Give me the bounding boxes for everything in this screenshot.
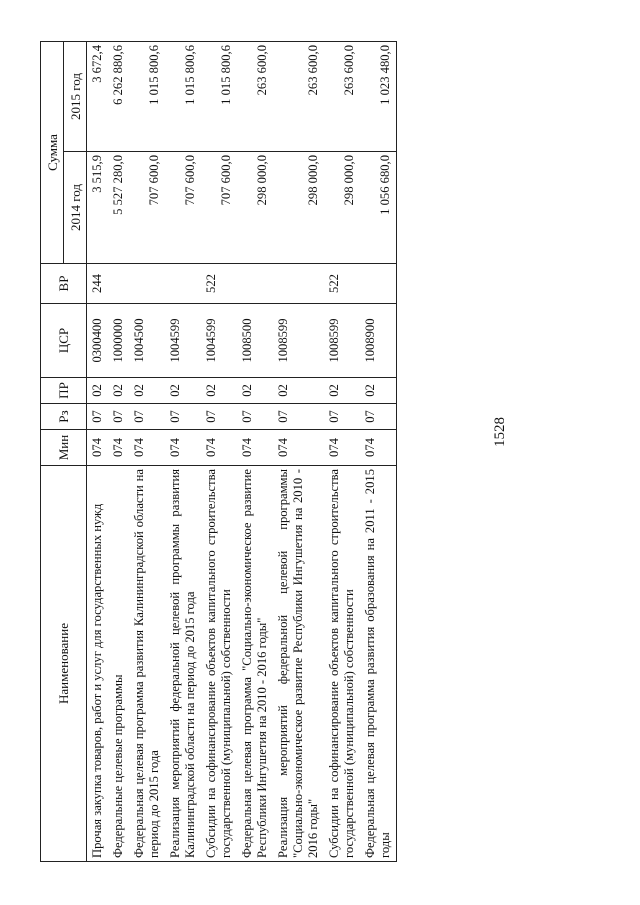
row-pr: 02 xyxy=(324,378,360,404)
row-rz: 07 xyxy=(87,404,109,430)
row-rz: 07 xyxy=(201,404,237,430)
row-name: Субсидии на софинансирование объектов капитального строительства государственной (муниципальной) собственности xyxy=(324,466,360,862)
header-min: Мин xyxy=(41,430,87,466)
row-pr: 02 xyxy=(237,378,273,404)
row-pr: 02 xyxy=(360,378,397,404)
row-min: 074 xyxy=(360,430,397,466)
budget-table xyxy=(40,41,397,862)
row-rz: 07 xyxy=(237,404,273,430)
row-sum-2014: 3 515,9 xyxy=(87,152,109,264)
row-csr: 1008599 xyxy=(324,304,360,378)
row-sum-2015: 1 023 480,0 xyxy=(360,42,397,152)
row-vr xyxy=(237,264,273,304)
row-sum-2014: 707 600,0 xyxy=(129,152,165,264)
row-min: 074 xyxy=(165,430,201,466)
table-row xyxy=(87,42,109,862)
row-min: 074 xyxy=(87,430,109,466)
table-row xyxy=(273,42,324,862)
row-csr: 0300400 xyxy=(87,304,109,378)
row-sum-2014: 1 056 680,0 xyxy=(360,152,397,264)
row-min: 074 xyxy=(201,430,237,466)
row-sum-2015: 1 015 800,6 xyxy=(165,42,201,152)
table-row xyxy=(360,42,397,862)
table-row xyxy=(324,42,360,862)
row-pr: 02 xyxy=(108,378,129,404)
row-sum-2014: 5 527 280,0 xyxy=(108,152,129,264)
row-sum-2015: 263 600,0 xyxy=(324,42,360,152)
row-vr xyxy=(360,264,397,304)
row-pr: 02 xyxy=(87,378,109,404)
row-csr: 1004599 xyxy=(165,304,201,378)
row-vr: 522 xyxy=(324,264,360,304)
row-sum-2014: 707 600,0 xyxy=(165,152,201,264)
row-min: 074 xyxy=(129,430,165,466)
row-name: Федеральные целевые программы xyxy=(108,466,129,862)
page-number: 1528 xyxy=(492,417,508,447)
row-name: Реализация мероприятий федеральной целевой программы развития Калининградской области на период до 2015 года xyxy=(165,466,201,862)
row-csr: 1008500 xyxy=(237,304,273,378)
row-vr xyxy=(273,264,324,304)
header-pr: ПР xyxy=(41,378,87,404)
row-sum-2014: 298 000,0 xyxy=(324,152,360,264)
row-name: Реализация мероприятий федеральной целевой программы "Социально-экономическое развитие Республики Ингушетия на 2010 - 2016 годы" xyxy=(273,466,324,862)
row-sum-2014: 298 000,0 xyxy=(237,152,273,264)
header-vr: ВР xyxy=(41,264,87,304)
row-name: Прочая закупка товаров, работ и услуг для государственных нужд xyxy=(87,466,109,862)
header-rz: Рз xyxy=(41,404,87,430)
row-rz: 07 xyxy=(273,404,324,430)
row-vr: 522 xyxy=(201,264,237,304)
row-min: 074 xyxy=(108,430,129,466)
row-min: 074 xyxy=(324,430,360,466)
row-name: Субсидии на софинансирование объектов капитального строительства государственной (муниципальной) собственности xyxy=(201,466,237,862)
row-rz: 07 xyxy=(360,404,397,430)
row-pr: 02 xyxy=(165,378,201,404)
header-name: Наименование xyxy=(41,466,87,862)
row-sum-2015: 3 672,4 xyxy=(87,42,109,152)
row-pr: 02 xyxy=(129,378,165,404)
budget-table-rotated xyxy=(40,42,485,862)
row-sum-2015: 6 262 880,6 xyxy=(108,42,129,152)
header-2015: 2015 год xyxy=(64,42,87,152)
header-csr: ЦСР xyxy=(41,304,87,378)
row-vr: 244 xyxy=(87,264,109,304)
table-row xyxy=(165,42,201,862)
row-min: 074 xyxy=(237,430,273,466)
row-csr: 1000000 xyxy=(108,304,129,378)
row-vr xyxy=(129,264,165,304)
row-rz: 07 xyxy=(165,404,201,430)
table-row xyxy=(129,42,165,862)
row-rz: 07 xyxy=(324,404,360,430)
row-vr xyxy=(108,264,129,304)
row-csr: 1008900 xyxy=(360,304,397,378)
row-csr: 1008599 xyxy=(273,304,324,378)
table-row xyxy=(201,42,237,862)
table-header-row xyxy=(41,42,64,862)
table-row xyxy=(237,42,273,862)
row-rz: 07 xyxy=(108,404,129,430)
row-vr xyxy=(165,264,201,304)
row-min: 074 xyxy=(273,430,324,466)
row-name: Федеральная целевая программа развития Калининградской области на период до 2015 года xyxy=(129,466,165,862)
row-sum-2015: 1 015 800,6 xyxy=(201,42,237,152)
header-2014: 2014 год xyxy=(64,152,87,264)
row-pr: 02 xyxy=(201,378,237,404)
document-page xyxy=(40,42,485,862)
row-sum-2014: 707 600,0 xyxy=(201,152,237,264)
header-sum: Сумма xyxy=(41,42,64,264)
row-sum-2015: 1 015 800,6 xyxy=(129,42,165,152)
row-csr: 1004599 xyxy=(201,304,237,378)
row-name: Федеральная целевая программа "Социально-экономическое развитие Республики Ингушетия на 2010 - 2016 годы" xyxy=(237,466,273,862)
table-row xyxy=(108,42,129,862)
row-sum-2014: 298 000,0 xyxy=(273,152,324,264)
row-sum-2015: 263 600,0 xyxy=(273,42,324,152)
row-name: Федеральная целевая программа развития образования на 2011 - 2015 годы xyxy=(360,466,397,862)
row-sum-2015: 263 600,0 xyxy=(237,42,273,152)
row-pr: 02 xyxy=(273,378,324,404)
row-rz: 07 xyxy=(129,404,165,430)
row-csr: 1004500 xyxy=(129,304,165,378)
